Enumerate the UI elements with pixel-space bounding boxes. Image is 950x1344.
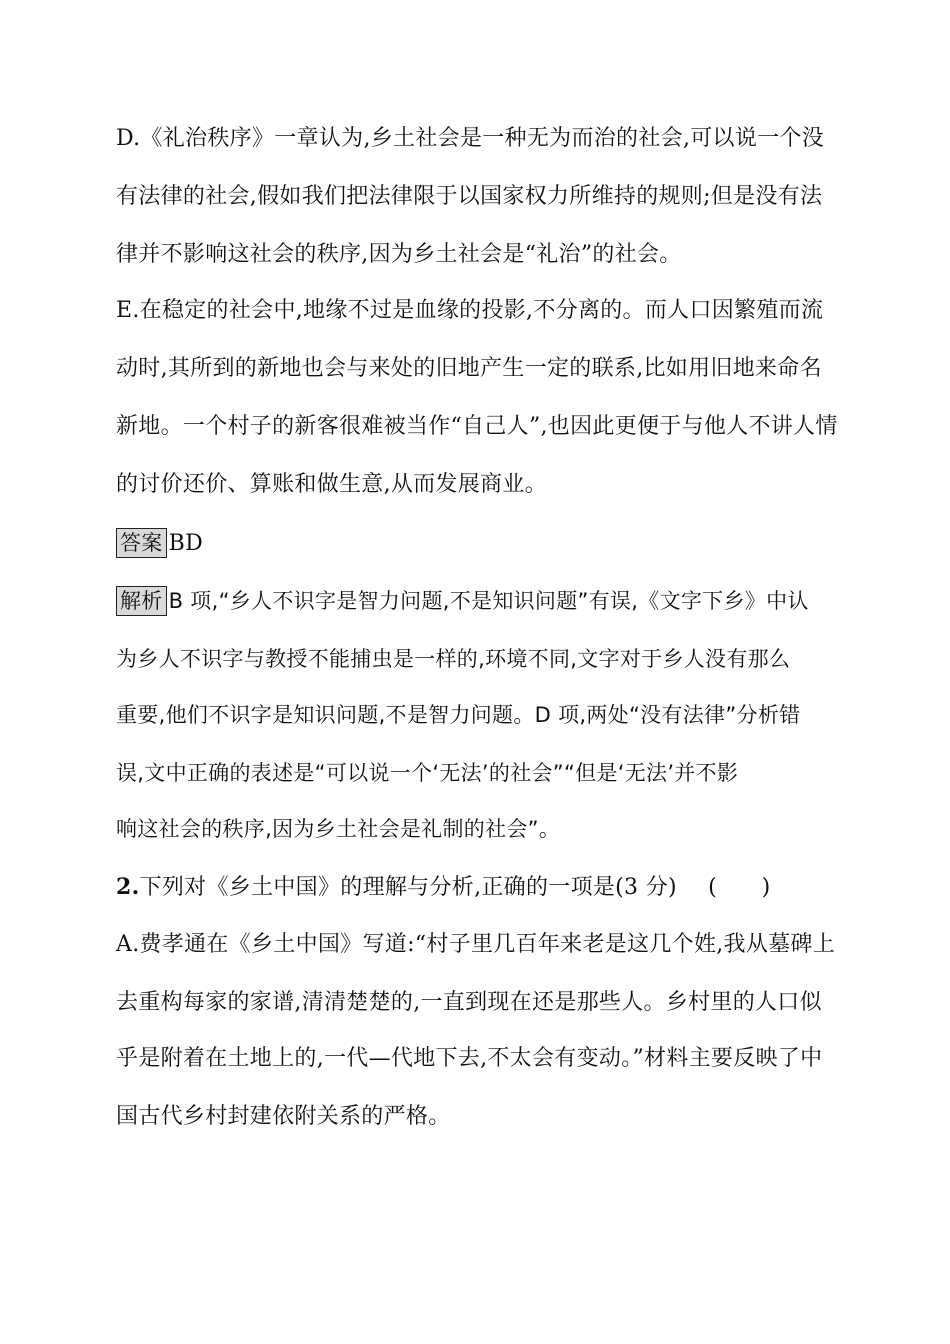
option-d-line-3: 律并不影响这社会的秩序,因为乡土社会是“礼治”的社会。 [116,242,682,267]
analysis-tag: 解析 [116,586,167,616]
analysis-line-1 [116,586,809,616]
question-2-number: 2. [116,874,140,900]
analysis-line-4: 误,文中正确的表述是“可以说一个‘无法’的社会”“但是‘无法’并不影 [116,761,739,785]
option-a-line-4: 国古代乡村封建依附关系的严格。 [116,1104,451,1129]
question-2-stem [116,872,771,903]
option-d-line-1: D.《礼治秩序》一章认为,乡土社会是一种无为而治的社会,可以说一个没 [116,126,825,151]
option-e-line-3: 新地。一个村子的新客很难被当作“自己人”,也因此更便于与他人不讲人情 [116,414,838,439]
answer-value: BD [168,531,204,556]
option-e-line-2: 动时,其所到的新地也会与来处的旧地产生一定的联系,比如用旧地来命名 [116,356,822,381]
option-e-line-1: E.在稳定的社会中,地缘不过是血缘的投影,不分离的。而人口因繁殖而流 [116,298,824,323]
question-2-text: 下列对《乡土中国》的理解与分析,正确的一项是(3 分) [139,875,677,900]
option-a-line-1: A.费孝通在《乡土中国》写道:“村子里几百年来老是这几个姓,我从墓碑上 [116,932,836,957]
option-e-line-4: 的讨价还价、算账和做生意,从而发展商业。 [116,472,547,497]
analysis-line-3: 重要,他们不识字是知识问题,不是智力问题。D 项,两处“没有法律”分析错 [116,703,801,727]
option-a-line-2: 去重构每家的家谱,清清楚楚的,一直到现在还是那些人。乡村里的人口似 [116,990,822,1015]
analysis-text-1: B 项,“乡人不识字是智力问题,不是知识问题”有误,《文字下乡》中认 [168,589,809,613]
analysis-line-5: 响这社会的秩序,因为乡土社会是礼制的社会”。 [116,817,561,841]
answer-tag: 答案 [116,528,167,558]
option-a-line-3: 乎是附着在土地上的,一代—代地下去,不太会有变动。”材料主要反映了中 [116,1046,823,1071]
analysis-line-2: 为乡人不识字与教授不能捕虫是一样的,环境不同,文字对于乡人没有那么 [116,647,791,671]
option-d-line-2: 有法律的社会,假如我们把法律限于以国家权力所维持的规则;但是没有法 [116,184,823,209]
answer-row [116,528,203,559]
answer-blank: ( ) [708,875,771,900]
